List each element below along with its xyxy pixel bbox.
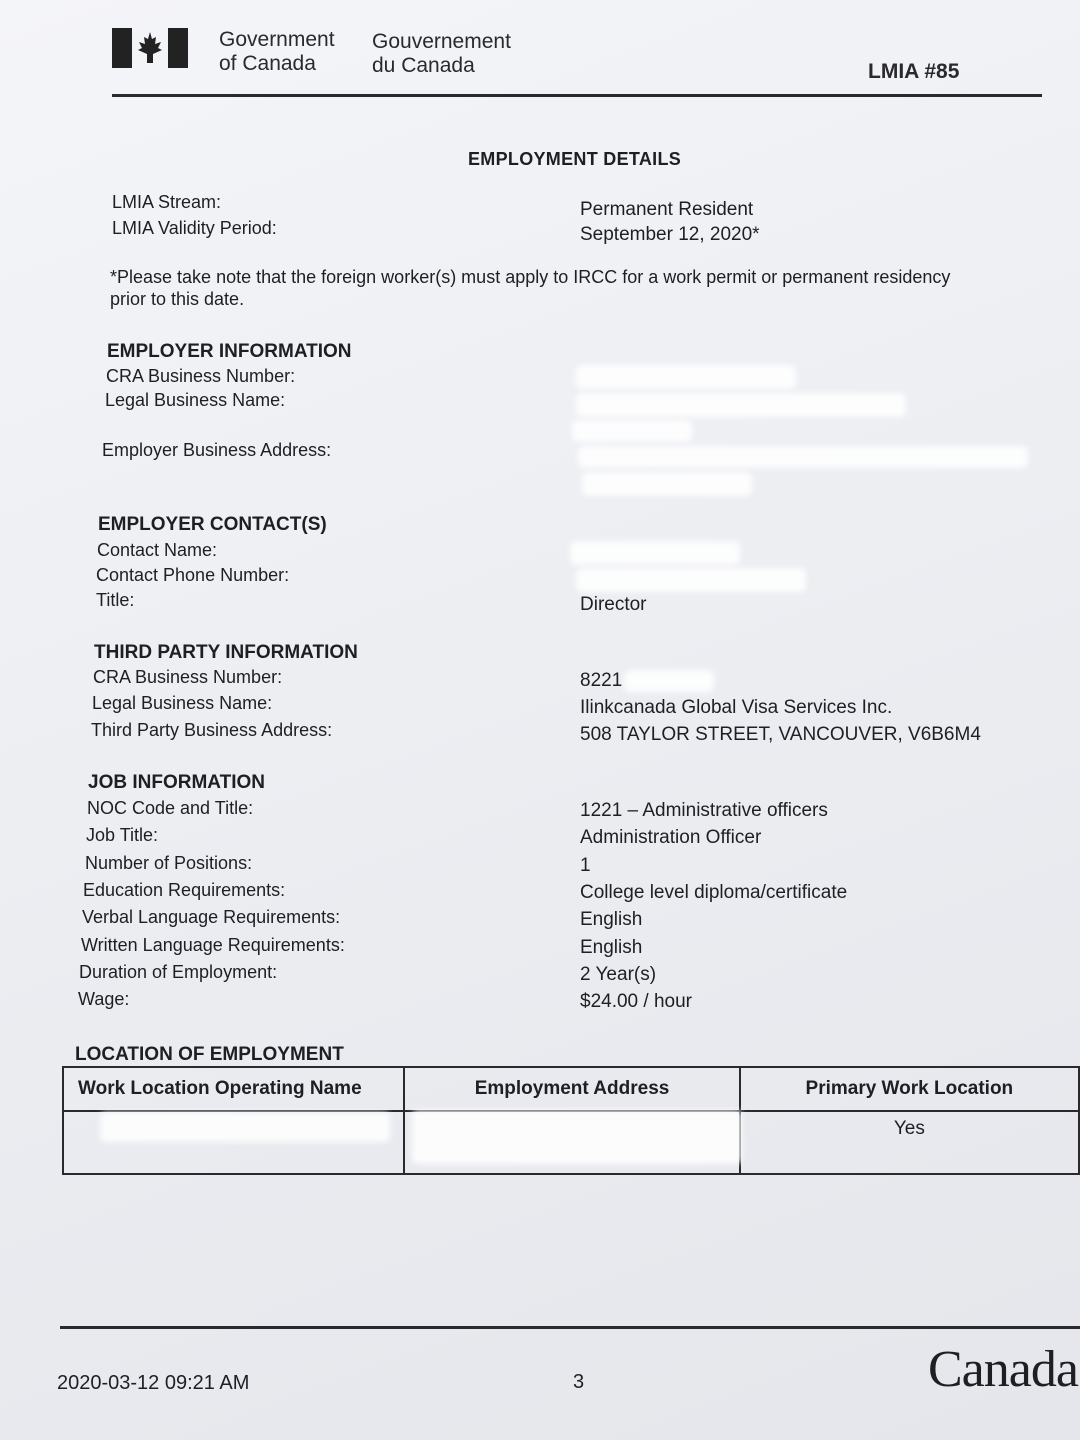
redaction-third-party-cra xyxy=(624,670,714,692)
job-row-label: NOC Code and Title: xyxy=(87,798,254,818)
lmia-validity-value: September 12, 2020* xyxy=(580,224,760,245)
job-row-label: Written Language Requirements: xyxy=(81,934,345,955)
redaction-address-1 xyxy=(572,420,692,442)
government-of-canada-fr xyxy=(372,30,511,78)
header-rule xyxy=(112,94,1042,97)
footer-rule xyxy=(60,1326,1080,1329)
note-line2: prior to this date. xyxy=(110,289,245,309)
job-row-label: Duration of Employment: xyxy=(79,961,278,982)
third-party-legal-name-value: Ilinkcanada Global Visa Services Inc. xyxy=(580,697,893,718)
employer-information-title: EMPLOYER INFORMATION xyxy=(107,341,352,362)
employment-details-title: EMPLOYMENT DETAILS xyxy=(468,149,682,169)
lmia-stream-value: Permanent Resident xyxy=(580,199,754,220)
third-party-address-label: Third Party Business Address: xyxy=(91,720,333,740)
contact-phone-label: Contact Phone Number: xyxy=(96,565,290,585)
third-party-legal-name-label: Legal Business Name: xyxy=(92,693,273,713)
primary-work-location-cell: Yes xyxy=(740,1111,1079,1174)
employer-legal-name-label: Legal Business Name: xyxy=(105,390,286,410)
gov-fr-line1: Gouvernement xyxy=(372,30,511,53)
redaction-address-2 xyxy=(578,446,1028,468)
job-row-value: College level diploma/certificate xyxy=(580,881,848,903)
note-line1: *Please take note that the foreign worker(s) must apply to IRCC for a work permit or permanent residency xyxy=(110,267,951,287)
location-of-employment-title: LOCATION OF EMPLOYMENT xyxy=(75,1044,344,1065)
redaction-contact-name xyxy=(570,541,740,565)
gov-en-line2: of Canada xyxy=(219,52,316,75)
job-row-value: 1 xyxy=(580,854,591,876)
canada-wordmark-logo: Canada xyxy=(928,1341,1078,1398)
redaction-contact-phone xyxy=(576,568,806,592)
third-party-cra-value: 8221 xyxy=(580,670,623,691)
footer-page-number: 3 xyxy=(573,1371,585,1393)
job-row-value: English xyxy=(580,936,643,958)
job-information-title: JOB INFORMATION xyxy=(88,772,265,793)
job-row-label: Verbal Language Requirements: xyxy=(82,907,341,928)
job-row-value: 2 Year(s) xyxy=(580,963,657,985)
gov-fr-line2: du Canada xyxy=(372,54,475,77)
redaction-address-3 xyxy=(582,472,752,496)
redaction-work-location-name xyxy=(100,1112,390,1142)
lmia-number: LMIA #85 xyxy=(868,60,960,83)
job-row-label: Job Title: xyxy=(86,825,159,846)
redaction-legal-name xyxy=(576,393,906,417)
government-of-canada-en xyxy=(219,28,335,76)
contact-title-value: Director xyxy=(580,594,647,615)
header-primary-work-location: Primary Work Location xyxy=(740,1067,1079,1111)
employer-address-label: Employer Business Address: xyxy=(102,440,332,460)
job-row-value: English xyxy=(580,909,643,931)
job-row-value: Administration Officer xyxy=(580,827,762,849)
job-row-label: Number of Positions: xyxy=(85,852,253,873)
header-employment-address: Employment Address xyxy=(404,1067,739,1111)
job-row-label: Wage: xyxy=(78,989,130,1010)
third-party-cra-label: CRA Business Number: xyxy=(93,667,283,687)
validity-note xyxy=(110,267,1050,310)
redaction-cra xyxy=(576,365,796,389)
contact-name-label: Contact Name: xyxy=(97,540,218,560)
location-table-header-row xyxy=(63,1067,1079,1111)
employer-contacts-title: EMPLOYER CONTACT(S) xyxy=(98,514,327,535)
contact-title-label: Title: xyxy=(96,590,135,610)
job-row-label: Education Requirements: xyxy=(83,879,286,900)
header-work-location-name: Work Location Operating Name xyxy=(63,1067,404,1111)
gov-en-line1: Government xyxy=(219,28,335,51)
canada-flag-icon xyxy=(112,28,188,68)
footer-timestamp: 2020-03-12 09:21 AM xyxy=(57,1372,250,1394)
employer-cra-label: CRA Business Number: xyxy=(106,366,296,386)
job-row-value: 1221 – Administrative officers xyxy=(580,800,828,821)
third-party-title: THIRD PARTY INFORMATION xyxy=(94,642,358,663)
lmia-stream-label: LMIA Stream: xyxy=(112,192,222,212)
redaction-employment-address xyxy=(412,1110,742,1164)
lmia-validity-label: LMIA Validity Period: xyxy=(112,218,277,238)
job-row-value: $24.00 / hour xyxy=(580,991,692,1013)
third-party-address-value: 508 TAYLOR STREET, VANCOUVER, V6B6M4 xyxy=(580,724,981,745)
